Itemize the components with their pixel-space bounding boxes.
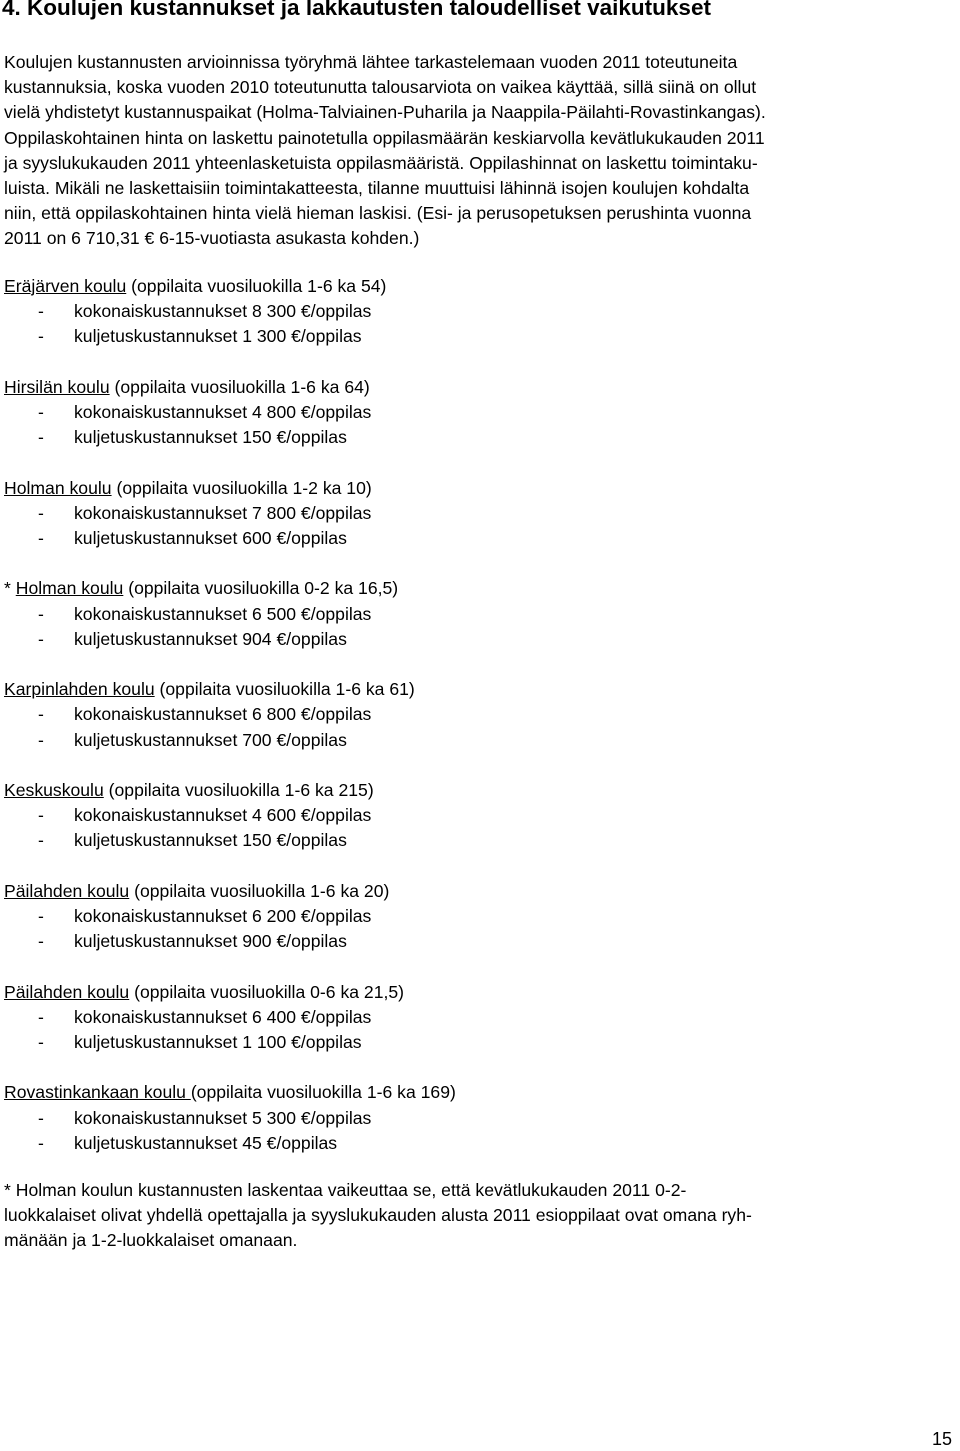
transport-cost-text: kuljetuskustannukset 600 €/oppilas [74, 528, 347, 548]
transport-cost-text: kuljetuskustannukset 904 €/oppilas [74, 628, 347, 649]
paragraph-line: Koulujen kustannusten arvioinnissa työryhmä lähtee tarkastelemaan vuoden 2011 toteutuneita [4, 52, 738, 72]
paragraph-line: 2011 on 6 710,31 € 6-15-vuotiasta asukasta kohden.) [4, 228, 420, 249]
school-name: Päilahden koulu [4, 880, 130, 901]
transport-cost-text: kuljetuskustannukset 1 100 €/oppilas [74, 1031, 362, 1052]
total-cost-text: kokonaiskustannukset 6 400 €/oppilas [74, 1006, 372, 1027]
total-cost-item [4, 299, 956, 324]
total-cost-text: kokonaiskustannukset 7 800 €/oppilas [74, 502, 372, 523]
total-cost-text: kokonaiskustannukset 5 300 €/oppilas [74, 1107, 372, 1128]
intro-paragraph [4, 50, 956, 252]
transport-cost-item [4, 324, 956, 349]
total-cost-item [4, 1005, 956, 1030]
total-cost-text: kokonaiskustannukset 8 300 €/oppilas [74, 301, 372, 322]
list-dash: - [38, 326, 44, 347]
school-entry [4, 1080, 956, 1156]
paragraph-line: vielä yhdistetyt kustannuspaikat (Holma-Talviainen-Puharila ja Naappila-Päilahti-Rovastinkangas). [4, 102, 766, 123]
footnote [4, 1178, 956, 1254]
paragraph-line: ja syyslukukauden 2011 yhteenlasketuista oppilasmääristä. Oppilashinnat on laskettu toimintaku- [4, 152, 758, 173]
school-pupil-info: (oppilaita vuosiluokilla 1-2 ka 10) [111, 477, 372, 498]
total-cost-text: kokonaiskustannukset 6 200 €/oppilas [74, 905, 372, 926]
transport-cost-text: kuljetuskustannukset 150 €/oppilas [74, 427, 347, 448]
list-dash: - [38, 1006, 44, 1027]
transport-cost-text: kuljetuskustannukset 150 €/oppilas [74, 830, 347, 851]
school-name: Holman koulu [4, 477, 112, 498]
list-dash: - [38, 729, 44, 750]
school-cost-list [4, 274, 956, 1181]
school-title [4, 1080, 956, 1105]
list-dash: - [38, 931, 44, 952]
list-dash: - [38, 1031, 44, 1052]
total-cost-item [4, 702, 956, 727]
school-entry [4, 879, 956, 955]
school-pupil-info: (oppilaita vuosiluokilla 1-6 ka 54) [126, 276, 387, 296]
paragraph-line: niin, että oppilaskohtainen hinta vielä hieman laskisi. (Esi- ja perusopetuksen perushinta vuonna [4, 203, 752, 224]
list-dash: - [38, 427, 44, 448]
school-entry [4, 476, 956, 552]
total-cost-text: kokonaiskustannukset 4 600 €/oppilas [74, 805, 372, 826]
list-dash: - [38, 603, 44, 624]
list-dash: - [38, 905, 44, 926]
school-pupil-info: (oppilaita vuosiluokilla 1-6 ka 20) [129, 880, 390, 901]
transport-cost-item [4, 728, 956, 753]
total-cost-item [4, 904, 956, 929]
transport-cost-text: kuljetuskustannukset 45 €/oppilas [74, 1132, 338, 1153]
total-cost-item [4, 501, 956, 526]
school-title [4, 778, 956, 803]
school-entry [4, 778, 956, 854]
school-entry [4, 677, 956, 753]
school-pupil-info: (oppilaita vuosiluokilla 1-6 ka 64) [109, 376, 370, 397]
list-dash: - [38, 704, 44, 725]
school-entry [4, 576, 956, 652]
school-title [4, 476, 956, 501]
total-cost-text: kokonaiskustannukset 6 500 €/oppilas [74, 603, 372, 624]
school-name: Hirsilän koulu [4, 376, 110, 397]
footnote-line: * Holman koulun kustannusten laskentaa vaikeuttaa se, että kevätlukukauden 2011 0-2- [4, 1180, 687, 1200]
total-cost-text: kokonaiskustannukset 6 800 €/oppilas [74, 704, 372, 725]
transport-cost-item [4, 929, 956, 954]
school-name: Keskuskoulu [4, 779, 104, 800]
list-dash: - [38, 805, 44, 826]
transport-cost-item [4, 627, 956, 652]
paragraph-line: Oppilaskohtainen hinta on laskettu painotetulla oppilasmäärän keskiarvolla kevätlukukauden 2011 [4, 127, 765, 148]
school-name: Rovastinkankaan koulu [4, 1082, 191, 1103]
school-pupil-info: (oppilaita vuosiluokilla 1-6 ka 61) [154, 679, 415, 700]
list-dash: - [38, 1132, 44, 1153]
school-entry [4, 274, 956, 350]
footnote-line: luokkalaiset olivat yhdellä opettajalla ja syyslukukauden alusta 2011 esioppilaat ovat omana ryh- [4, 1205, 752, 1226]
paragraph-line: kustannuksia, koska vuoden 2010 toteutunutta talousarviota on vaikea käyttää, sillä siinä on ollut [4, 77, 757, 98]
transport-cost-text: kuljetuskustannukset 1 300 €/oppilas [74, 326, 362, 347]
school-name: Karpinlahden koulu [4, 679, 155, 700]
list-dash: - [38, 402, 44, 422]
school-name: Eräjärven koulu [4, 276, 127, 296]
transport-cost-item [4, 1030, 956, 1055]
school-title [4, 980, 956, 1005]
list-dash: - [38, 830, 44, 851]
school-title [4, 274, 956, 299]
school-pupil-info: (oppilaita vuosiluokilla 0-6 ka 21,5) [129, 981, 405, 1002]
transport-cost-item [4, 828, 956, 853]
school-pupil-info: (oppilaita vuosiluokilla 1-6 ka 169) [190, 1082, 456, 1103]
school-title [4, 879, 956, 904]
list-dash: - [38, 528, 44, 548]
list-dash: - [38, 502, 44, 523]
transport-cost-item [4, 425, 956, 450]
total-cost-item [4, 602, 956, 627]
school-name: Päilahden koulu [4, 981, 130, 1002]
list-dash: - [38, 301, 44, 322]
school-name: Holman koulu [15, 578, 124, 599]
footnote-line: mänään ja 1-2-luokkalaiset omanaan. [4, 1230, 298, 1251]
list-dash: - [38, 628, 44, 649]
school-pupil-info: (oppilaita vuosiluokilla 1-6 ka 215) [103, 779, 374, 800]
total-cost-item [4, 400, 956, 425]
school-title [4, 576, 956, 601]
list-dash: - [38, 1107, 44, 1128]
paragraph-line: luista. Mikäli ne laskettaisiin toimintakatteesta, tilanne muuttuisi lähinnä isojen koulujen kohdalta [4, 178, 750, 199]
transport-cost-item [4, 1131, 956, 1156]
school-title [4, 677, 956, 702]
total-cost-text: kokonaiskustannukset 4 800 €/oppilas [74, 402, 372, 422]
total-cost-item [4, 803, 956, 828]
transport-cost-item [4, 526, 956, 551]
school-title [4, 375, 956, 400]
transport-cost-text: kuljetuskustannukset 900 €/oppilas [74, 931, 347, 952]
school-pupil-info: (oppilaita vuosiluokilla 0-2 ka 16,5) [123, 578, 399, 599]
page-number: 15 [931, 1429, 952, 1449]
total-cost-item [4, 1106, 956, 1131]
school-entry [4, 980, 956, 1056]
school-prefix: * [4, 578, 16, 599]
transport-cost-text: kuljetuskustannukset 700 €/oppilas [74, 729, 347, 750]
school-entry [4, 375, 956, 451]
section-heading: 4. Koulujen kustannukset ja lakkautusten taloudelliset vaikutukset [2, 0, 711, 20]
